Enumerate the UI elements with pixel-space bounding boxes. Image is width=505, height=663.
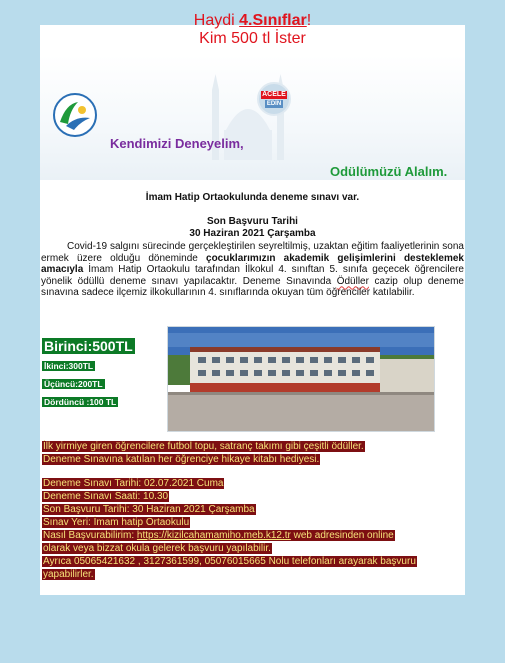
exam-date-text: Deneme Sınavı Tarihi: 02.07.2021 Cuma: [43, 478, 224, 489]
detail-exam-time: [42, 491, 169, 503]
badge-top-text: ACELE: [262, 90, 286, 98]
prize-second: İkinci:300TL: [44, 361, 94, 371]
headline: [40, 12, 465, 30]
slogan-right: Odülümüzü Alalım.: [330, 164, 448, 179]
body-text-1: Covid-19 salgını sürecinde gerçekleştirilen seyreltilmiş, uzaktan eğitim faaliyetlerinin sona ermek üzere olduğu döneminde: [41, 241, 464, 264]
detail-phone-line2: [42, 569, 95, 581]
headline-highlight: 4.Sınıflar: [239, 12, 307, 29]
school-logo: [52, 92, 98, 138]
venue-text: Sınav Yeri: İmam hatip Ortaokulu: [43, 517, 190, 528]
deadline-heading: [40, 216, 465, 240]
badge-bottom-text: EDİN: [266, 100, 282, 107]
apply-label: Nasıl Başvurabilirim:: [43, 530, 137, 541]
phone-line1-text: Ayrıca 05065421632 , 3127361599, 05076015665 Nolu telefonları arayarak başvuru: [43, 556, 416, 567]
prize-third: Üçüncü:200TL: [44, 379, 103, 389]
detail-apply-line2: [42, 543, 272, 555]
apply-rest: web adresinden online: [290, 530, 394, 541]
deadline-text: Son Başvuru Tarihi: 30 Haziran 2021 Çarşamba: [43, 504, 255, 515]
prize-fourth: Dördüncü :100 TL: [44, 397, 117, 407]
hurry-badge: [257, 82, 291, 116]
prize-first: Birinci:500TL: [44, 338, 133, 354]
announcement: İmam Hatip Ortaokulunda deneme sınavı var.: [145, 192, 360, 203]
slogan-left: Kendimizi Deneyelim,: [110, 136, 244, 151]
headline-prefix: Haydi: [193, 12, 240, 29]
prize-list: [42, 338, 138, 410]
headline-suffix: !: [306, 12, 312, 29]
body-paragraph: [41, 241, 464, 299]
phone-line2-text: yapabilirler.: [43, 569, 94, 580]
detail-deadline: [42, 504, 256, 516]
body-text-2: İmam Hatip Ortaokulu tarafından İlkokul 4. sınıftan 5. sınıfa geçecek öğrencilere yönelik ödüllü deneme sınavı yapılacaktır. Deneme Sınavında: [41, 264, 464, 287]
deadline-date: 30 Haziran 2021 Çarşamba: [189, 228, 316, 239]
detail-venue: [42, 517, 190, 529]
body-text-wavy: Ödüller: [336, 275, 369, 287]
apply-link[interactable]: https://kizilcahamamiho.meb.k12.tr: [136, 530, 291, 541]
apply-line2-text: olarak veya bizzat okula gelerek başvuru yapılabilir.: [43, 543, 271, 554]
deadline-title: Son Başvuru Tarihi: [207, 216, 298, 227]
detail-apply: [42, 530, 395, 542]
body-text-3: cazip olup deneme sınavına sadece ilçemiz ilkokullarının 4. sınıflarında okuyan tüm öğrenciler katılabilir.: [41, 275, 464, 298]
school-building-photo: [167, 326, 435, 432]
headline-subtitle: Kim 500 tl İster: [199, 30, 306, 47]
detail-phone: [42, 556, 417, 568]
note-line-2: [42, 454, 320, 466]
body-text-bold: çocuklarımızın akademik gelişimlerini desteklemek amacıyla: [41, 252, 464, 275]
exam-time-text: Deneme Sınavı Saati: 10.30: [43, 491, 169, 502]
detail-exam-date: [42, 478, 224, 490]
note-text-2: Deneme Sınavına katılan her öğrenciye hikaye kitabı hediyesi.: [43, 454, 320, 465]
note-text-1: İlk yirmiye giren öğrencilere futbol topu, satranç takımı gibi çeşitli ödüller.: [43, 441, 364, 452]
note-line-1: [42, 441, 365, 453]
